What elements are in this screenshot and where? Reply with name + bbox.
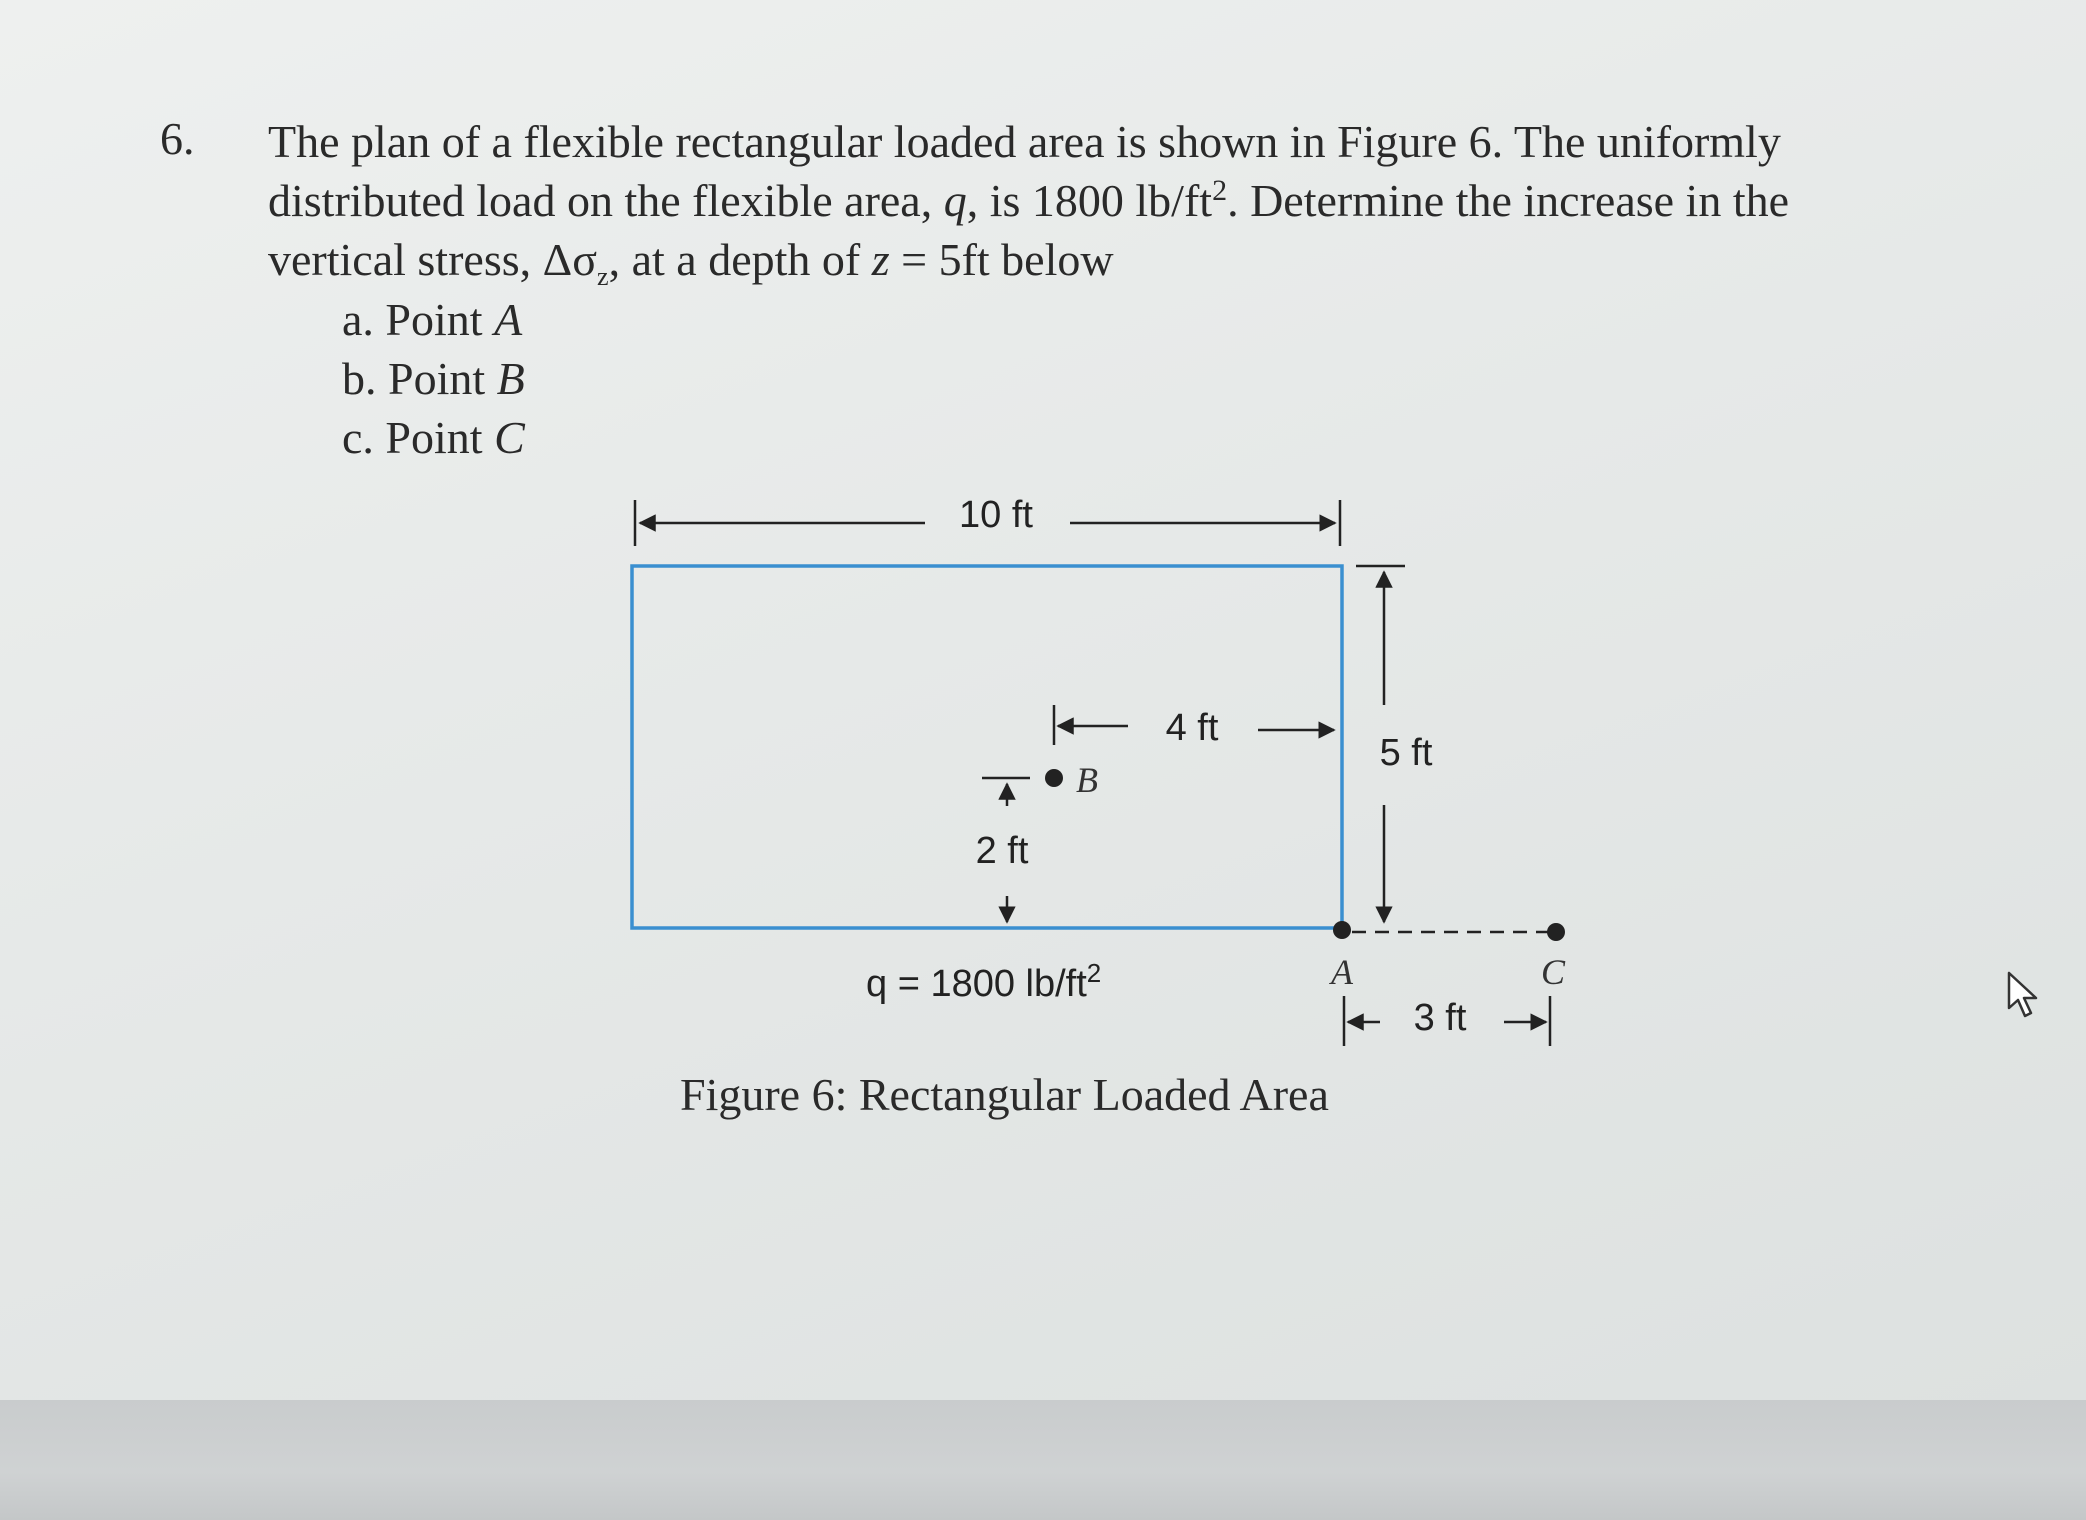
question-line-2-start: distributed load on the flexible area, — [268, 175, 933, 226]
width-label: 10 ft — [959, 494, 1033, 536]
point-b-marker — [1045, 769, 1063, 787]
part-c-point: C — [494, 412, 525, 463]
load-symbol: q — [943, 175, 967, 226]
figure-caption: Figure 6: Rectangular Loaded Area — [680, 1069, 1329, 1120]
c-offset-label: 3 ft — [1413, 997, 1467, 1039]
point-a-label: A — [1331, 952, 1353, 992]
stress-symbol: Δσ — [542, 234, 598, 285]
loaded-area-rectangle — [632, 566, 1342, 928]
part-a-point: A — [494, 294, 523, 345]
question-line-2-mid: , is 1800 lb/ft — [966, 175, 1213, 226]
b-x-label: 4 ft — [1165, 707, 1219, 749]
part-b-point: B — [496, 353, 525, 404]
part-a-label: a. Point — [342, 294, 483, 345]
question-line-3-end: = 5ft below — [901, 234, 1114, 285]
stress-subscript: z — [597, 262, 609, 291]
load-label-exponent: 2 — [1086, 958, 1102, 988]
question-number: 6. — [160, 113, 195, 164]
load-label — [866, 958, 1101, 1005]
question-line-2-end: . Determine the increase in the — [1227, 175, 1790, 226]
part-b-label: b. Point — [342, 353, 486, 404]
part-c-label: c. Point — [342, 412, 483, 463]
question-line-3-mid: , at a depth of — [608, 234, 861, 285]
monitor-bezel — [0, 1400, 2086, 1520]
point-c-marker — [1547, 923, 1565, 941]
question-line-1: The plan of a flexible rectangular loaded area is shown in Figure 6. The uniformly — [268, 116, 1781, 167]
mouse-pointer-icon — [2006, 970, 2040, 1020]
point-b-label: B — [1076, 760, 1098, 800]
load-label-text: q = 1800 lb/ft — [866, 963, 1087, 1005]
depth-symbol: z — [871, 234, 890, 285]
b-y-label: 2 ft — [975, 830, 1029, 872]
point-c-label: C — [1540, 952, 1566, 992]
height-label: 5 ft — [1379, 732, 1433, 774]
point-a-marker — [1333, 921, 1351, 939]
exponent: 2 — [1212, 174, 1228, 207]
question-line-3-start: vertical stress, — [268, 234, 532, 285]
